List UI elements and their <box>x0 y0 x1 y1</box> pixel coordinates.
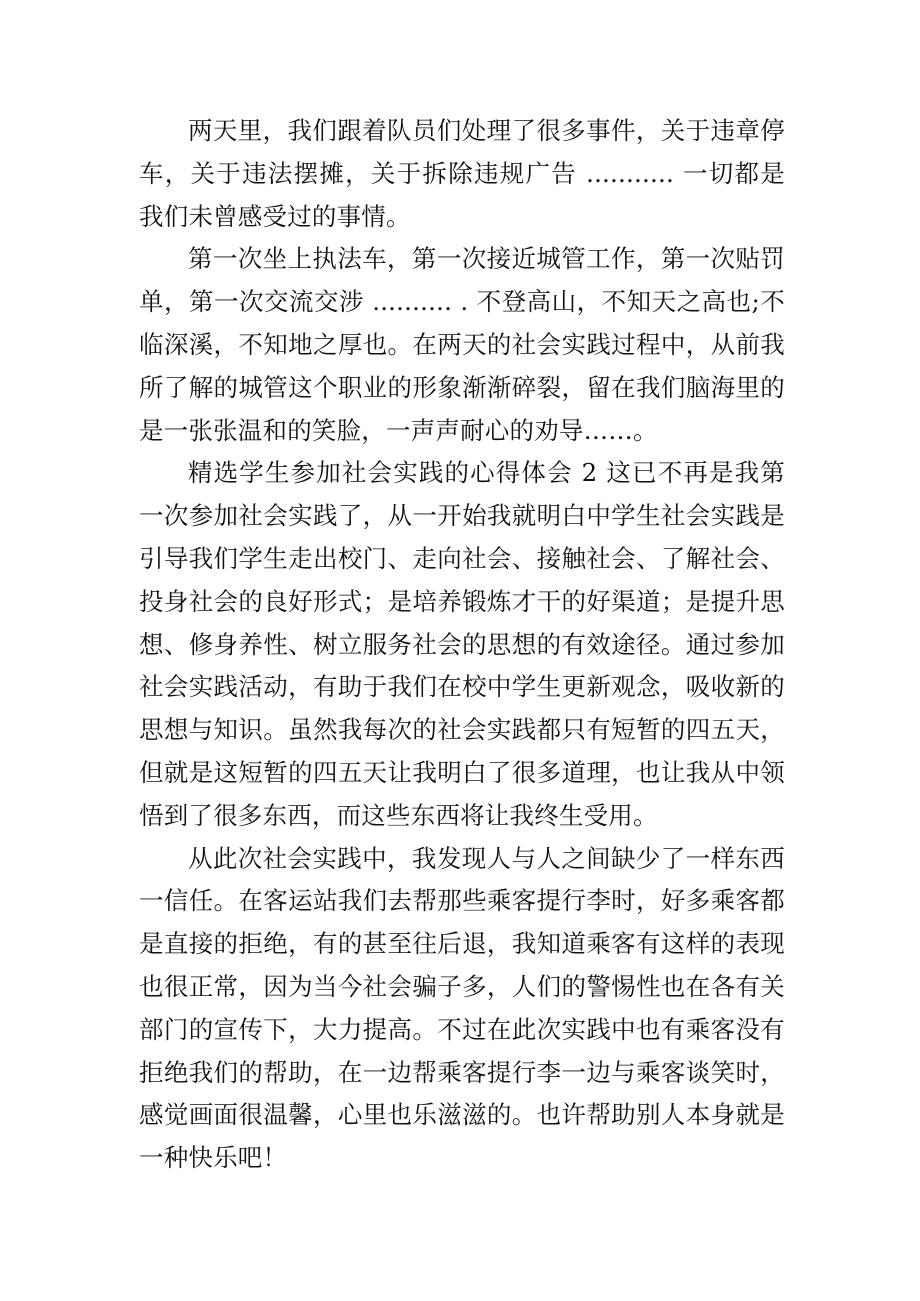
document-body <box>139 110 785 1180</box>
paragraph: 精选学生参加社会实践的心得体会 2 这已不再是我第一次参加社会实践了，从一开始我就明白中学生社会实践是引导我们学生走出校门、走向社会、接触社会、了解社会、投身社会的良好形式；是培养锻炼才干的好渠道；是提升思想、修身养性、树立服务社会的思想的有效途径。通过参加社会实践活动，有助于我们在校中学生更新观念，吸收新的思想与知识。虽然我每次的社会实践都只有短暂的四五天，但就是这短暂的四五天让我明白了很多道理，也让我从中领悟到了很多东西，而这些东西将让我终生受用。 <box>139 458 785 830</box>
paragraph: 第一次坐上执法车，第一次接近城管工作，第一次贴罚单，第一次交流交涉 .......... . 不登高山，不知天之高也;不临深溪，不知地之厚也。在两天的社会实践过程中，从前我所了解的城管这个职业的形象渐渐碎裂，留在我们脑海里的是一张张温和的笑脸，一声声耐心的劝导……。 <box>139 244 785 445</box>
paragraph: 从此次社会实践中，我发现人与人之间缺少了一样东西一信任。在客运站我们去帮那些乘客提行李时，好多乘客都是直接的拒绝，有的甚至往后退，我知道乘客有这样的表现也很正常，因为当今社会骗子多，人们的警惕性也在各有关部门的宣传下，大力提高。不过在此次实践中也有乘客没有拒绝我们的帮助，在一边帮乘客提行李一边与乘客谈笑时，感觉画面很温馨，心里也乐滋滋的。也许帮助别人本身就是一种快乐吧！ <box>139 843 785 1173</box>
paragraph: 两天里，我们跟着队员们处理了很多事件，关于违章停车，关于违法摆摊，关于拆除违规广告 ........... 一切都是我们未曾感受过的事情。 <box>139 116 785 231</box>
